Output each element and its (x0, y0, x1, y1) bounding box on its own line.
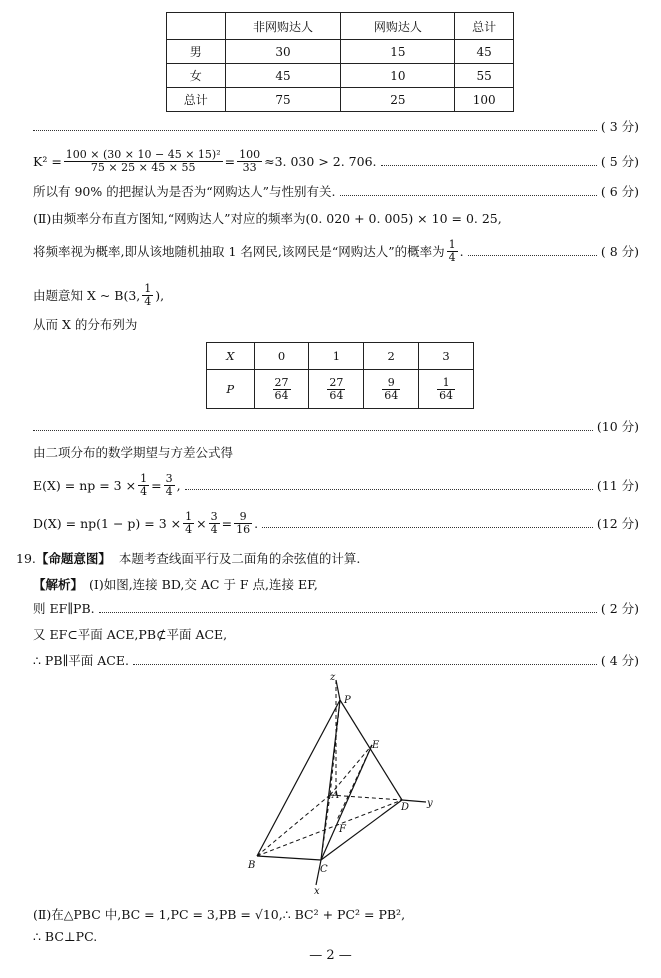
edge-pd (340, 700, 402, 800)
fraction-numerator: 9 (234, 511, 252, 524)
fraction-denominator: 4 (140, 484, 148, 498)
fraction-denominator: 64 (384, 388, 399, 402)
variance-end: . (254, 515, 259, 531)
score-label: (10 分) (596, 419, 639, 434)
k2-lhs: K² = (33, 153, 62, 169)
table-header-cell: 网购达人 (341, 13, 455, 40)
table-cell (364, 370, 419, 409)
binomial-fraction (142, 283, 153, 307)
edge-bd (257, 800, 402, 856)
table-cell: 15 (341, 40, 455, 64)
leader-dots (262, 519, 593, 528)
table-cell: 30 (225, 40, 341, 64)
table-cell: 55 (455, 64, 514, 88)
part2-frequency-text: (Ⅱ)由频率分布直方图知,“网购达人”对应的频率为(0. 020 + 0. 005) × 10 = 0. 25, (33, 211, 502, 226)
expectation-fraction-1 (138, 473, 149, 497)
fraction-numerator: 3 (165, 471, 173, 485)
expectation-fraction-2 (164, 473, 175, 497)
distribution-intro-line (33, 314, 639, 334)
table-cell: 45 (455, 40, 514, 64)
fraction-denominator: 4 (185, 522, 193, 536)
probability-line (33, 236, 639, 266)
fraction-numerator: 27 (274, 375, 289, 389)
intent-text: 本题考查线面平行及二面角的余弦值的计算. (118, 551, 361, 566)
variance-eq: = (221, 515, 233, 531)
fraction-denominator: 64 (439, 388, 454, 402)
fraction-numerator: 1 (448, 237, 456, 251)
table-cell (207, 343, 255, 370)
fraction-denominator: 4 (448, 250, 456, 264)
table-cell: 3 (419, 343, 474, 370)
pb-plane-line (33, 650, 639, 670)
score-label: ( 2 分) (600, 601, 639, 616)
variance-fraction-2 (209, 511, 220, 535)
edge-pa (330, 700, 340, 795)
k2-rest: ≈3. 030 > 2. 706. (264, 153, 377, 169)
k2-formula-line (33, 146, 639, 176)
variance-lhs: D(X) = np(1 − p) = 3 × (33, 515, 182, 531)
label-y: y (427, 798, 433, 809)
pythagoras-text: (Ⅱ)在△PBC 中,BC = 1,PC = 3,PB = √10,∴ BC² + PC² = PB², (33, 907, 406, 922)
fraction-denominator: 4 (165, 484, 173, 498)
table-cell: 男 (167, 40, 226, 64)
expectation-end: , (176, 477, 181, 493)
edge-ad (330, 795, 402, 800)
leader-dots (468, 247, 597, 256)
question-19-line (16, 548, 639, 568)
k2-fraction (64, 149, 223, 173)
variance-times: × (196, 515, 207, 531)
label-f: F (339, 824, 346, 835)
binomial-end: ), (155, 287, 165, 303)
table-cell: 1 (309, 343, 364, 370)
table-header-cell: 总计 (455, 13, 514, 40)
table-row (167, 64, 514, 88)
score-label: (12 分) (596, 516, 639, 531)
table-cell: 总计 (167, 88, 226, 112)
formula-intro-text: 由二项分布的数学期望与方差公式得 (33, 445, 234, 460)
part2-frequency-line (33, 208, 639, 228)
label-d: D (401, 802, 410, 813)
probability-fraction (273, 377, 291, 401)
table-cell: 75 (225, 88, 341, 112)
probability-fraction (382, 377, 400, 401)
ef-parallel-text: 则 EF∥PB. (33, 601, 95, 616)
fraction-numerator: 1 (185, 509, 193, 523)
score-label: ( 6 分) (600, 184, 639, 199)
pyramid-figure (244, 670, 444, 895)
fraction-denominator: 64 (274, 388, 289, 402)
k2-numerator: 100 × (30 × 10 − 45 × 15)² (65, 147, 221, 161)
conclusion-text: 所以有 90% 的把握认为是否为“网购达人”与性别有关. (33, 184, 336, 199)
conclusion-line (33, 181, 639, 201)
variance-fraction-1 (183, 511, 194, 535)
fraction-denominator: 4 (144, 294, 152, 308)
table-cell: 0 (254, 343, 309, 370)
analysis-text: (Ⅰ)如图,连接 BD,交 AC 于 F 点,连接 EF, (89, 577, 318, 592)
variable-p: P (226, 382, 235, 396)
table-cell (254, 370, 309, 409)
fraction-denominator: 16 (236, 522, 251, 536)
table-cell (419, 370, 474, 409)
edge-bc (257, 856, 321, 860)
variance-line (33, 508, 639, 538)
k2-denominator: 75 × 25 × 45 × 55 (90, 160, 196, 174)
ef-plane-text: 又 EF⊂平面 ACE,PB⊄平面 ACE, (33, 627, 228, 642)
question-number: 19. (16, 550, 36, 566)
table-row (207, 343, 474, 370)
table-cell: 10 (341, 64, 455, 88)
leader-dots (33, 122, 597, 131)
score-label: (11 分) (596, 478, 639, 493)
formula-intro-line (33, 442, 639, 462)
k2-denominator-2: 33 (242, 160, 257, 174)
ef-plane-line (33, 624, 639, 644)
analysis-label: 【解析】 (33, 577, 84, 592)
k2-numerator-2: 100 (239, 147, 261, 161)
k2-fraction-2 (237, 149, 262, 173)
fraction-numerator: 1 (437, 377, 455, 390)
distribution-intro-text: 从而 X 的分布列为 (33, 317, 138, 332)
table-cell: 2 (364, 343, 419, 370)
table-header-cell: 非网购达人 (225, 13, 341, 40)
expectation-lhs: E(X) = np = 3 × (33, 477, 137, 493)
table-cell: 25 (341, 88, 455, 112)
edge-ab (257, 795, 330, 856)
intent-label: 【命题意图】 (35, 551, 111, 566)
fraction-denominator: 64 (329, 388, 344, 402)
leader-dots (340, 187, 597, 196)
score-label: ( 8 分) (600, 244, 639, 259)
table-cell: 100 (455, 88, 514, 112)
k2-eq: = (224, 153, 236, 169)
score-line-3 (33, 116, 639, 136)
perpendicular-line (33, 926, 639, 946)
probability-fraction (447, 239, 458, 263)
pythagoras-line (33, 904, 639, 924)
analysis-line (33, 574, 639, 594)
label-p: P (344, 695, 351, 706)
score-label: ( 5 分) (600, 154, 639, 169)
fraction-denominator: 4 (210, 522, 218, 536)
z-axis (336, 680, 340, 700)
edge-pb (257, 700, 340, 856)
label-e: E (372, 740, 380, 751)
contingency-table (166, 12, 514, 112)
table-header-cell (167, 13, 226, 40)
edge-cd (321, 800, 402, 860)
probability-end: . (459, 243, 464, 259)
label-b: B (248, 860, 256, 871)
score-line-10 (33, 416, 639, 436)
leader-dots (185, 481, 593, 490)
fraction-numerator: 3 (210, 509, 218, 523)
table-cell (309, 370, 364, 409)
ef-parallel-line (33, 598, 639, 618)
table-cell (207, 370, 255, 409)
probability-fraction (437, 377, 455, 401)
table-cell: 45 (225, 64, 341, 88)
distribution-table (206, 342, 474, 409)
page-number: — 2 — (309, 948, 352, 963)
leader-dots (381, 157, 597, 166)
table-row (167, 88, 514, 112)
expectation-line (33, 470, 639, 500)
variable-x: X (226, 349, 235, 363)
perpendicular-text: ∴ BC⊥PC. (33, 928, 98, 944)
label-z: z (330, 672, 336, 683)
table-row (207, 370, 474, 409)
table-cell: 女 (167, 64, 226, 88)
binomial-line (33, 280, 639, 310)
leader-dots (33, 422, 593, 431)
probability-text: 将频率视为概率,即从该地随机抽取 1 名网民,该网民是“网购达人”的概率为 (33, 244, 445, 259)
label-c: C (320, 864, 328, 875)
binomial-text: 由题意知 X ~ B(3, (33, 288, 141, 303)
label-a: A (332, 790, 340, 801)
expectation-eq: = (151, 477, 162, 493)
label-x: x (314, 886, 320, 895)
fraction-numerator: 1 (140, 471, 148, 485)
score-label: ( 4 分) (600, 653, 639, 668)
pb-plane-text: ∴ PB∥平面 ACE. (33, 653, 129, 668)
fraction-numerator: 1 (144, 281, 152, 295)
leader-dots (133, 656, 597, 665)
variance-fraction-3 (234, 511, 252, 535)
probability-fraction (327, 377, 345, 401)
table-row (167, 40, 514, 64)
leader-dots (99, 604, 597, 613)
fraction-numerator: 27 (329, 375, 344, 389)
score-label: ( 3 分) (600, 119, 639, 134)
fraction-numerator: 9 (382, 377, 400, 390)
